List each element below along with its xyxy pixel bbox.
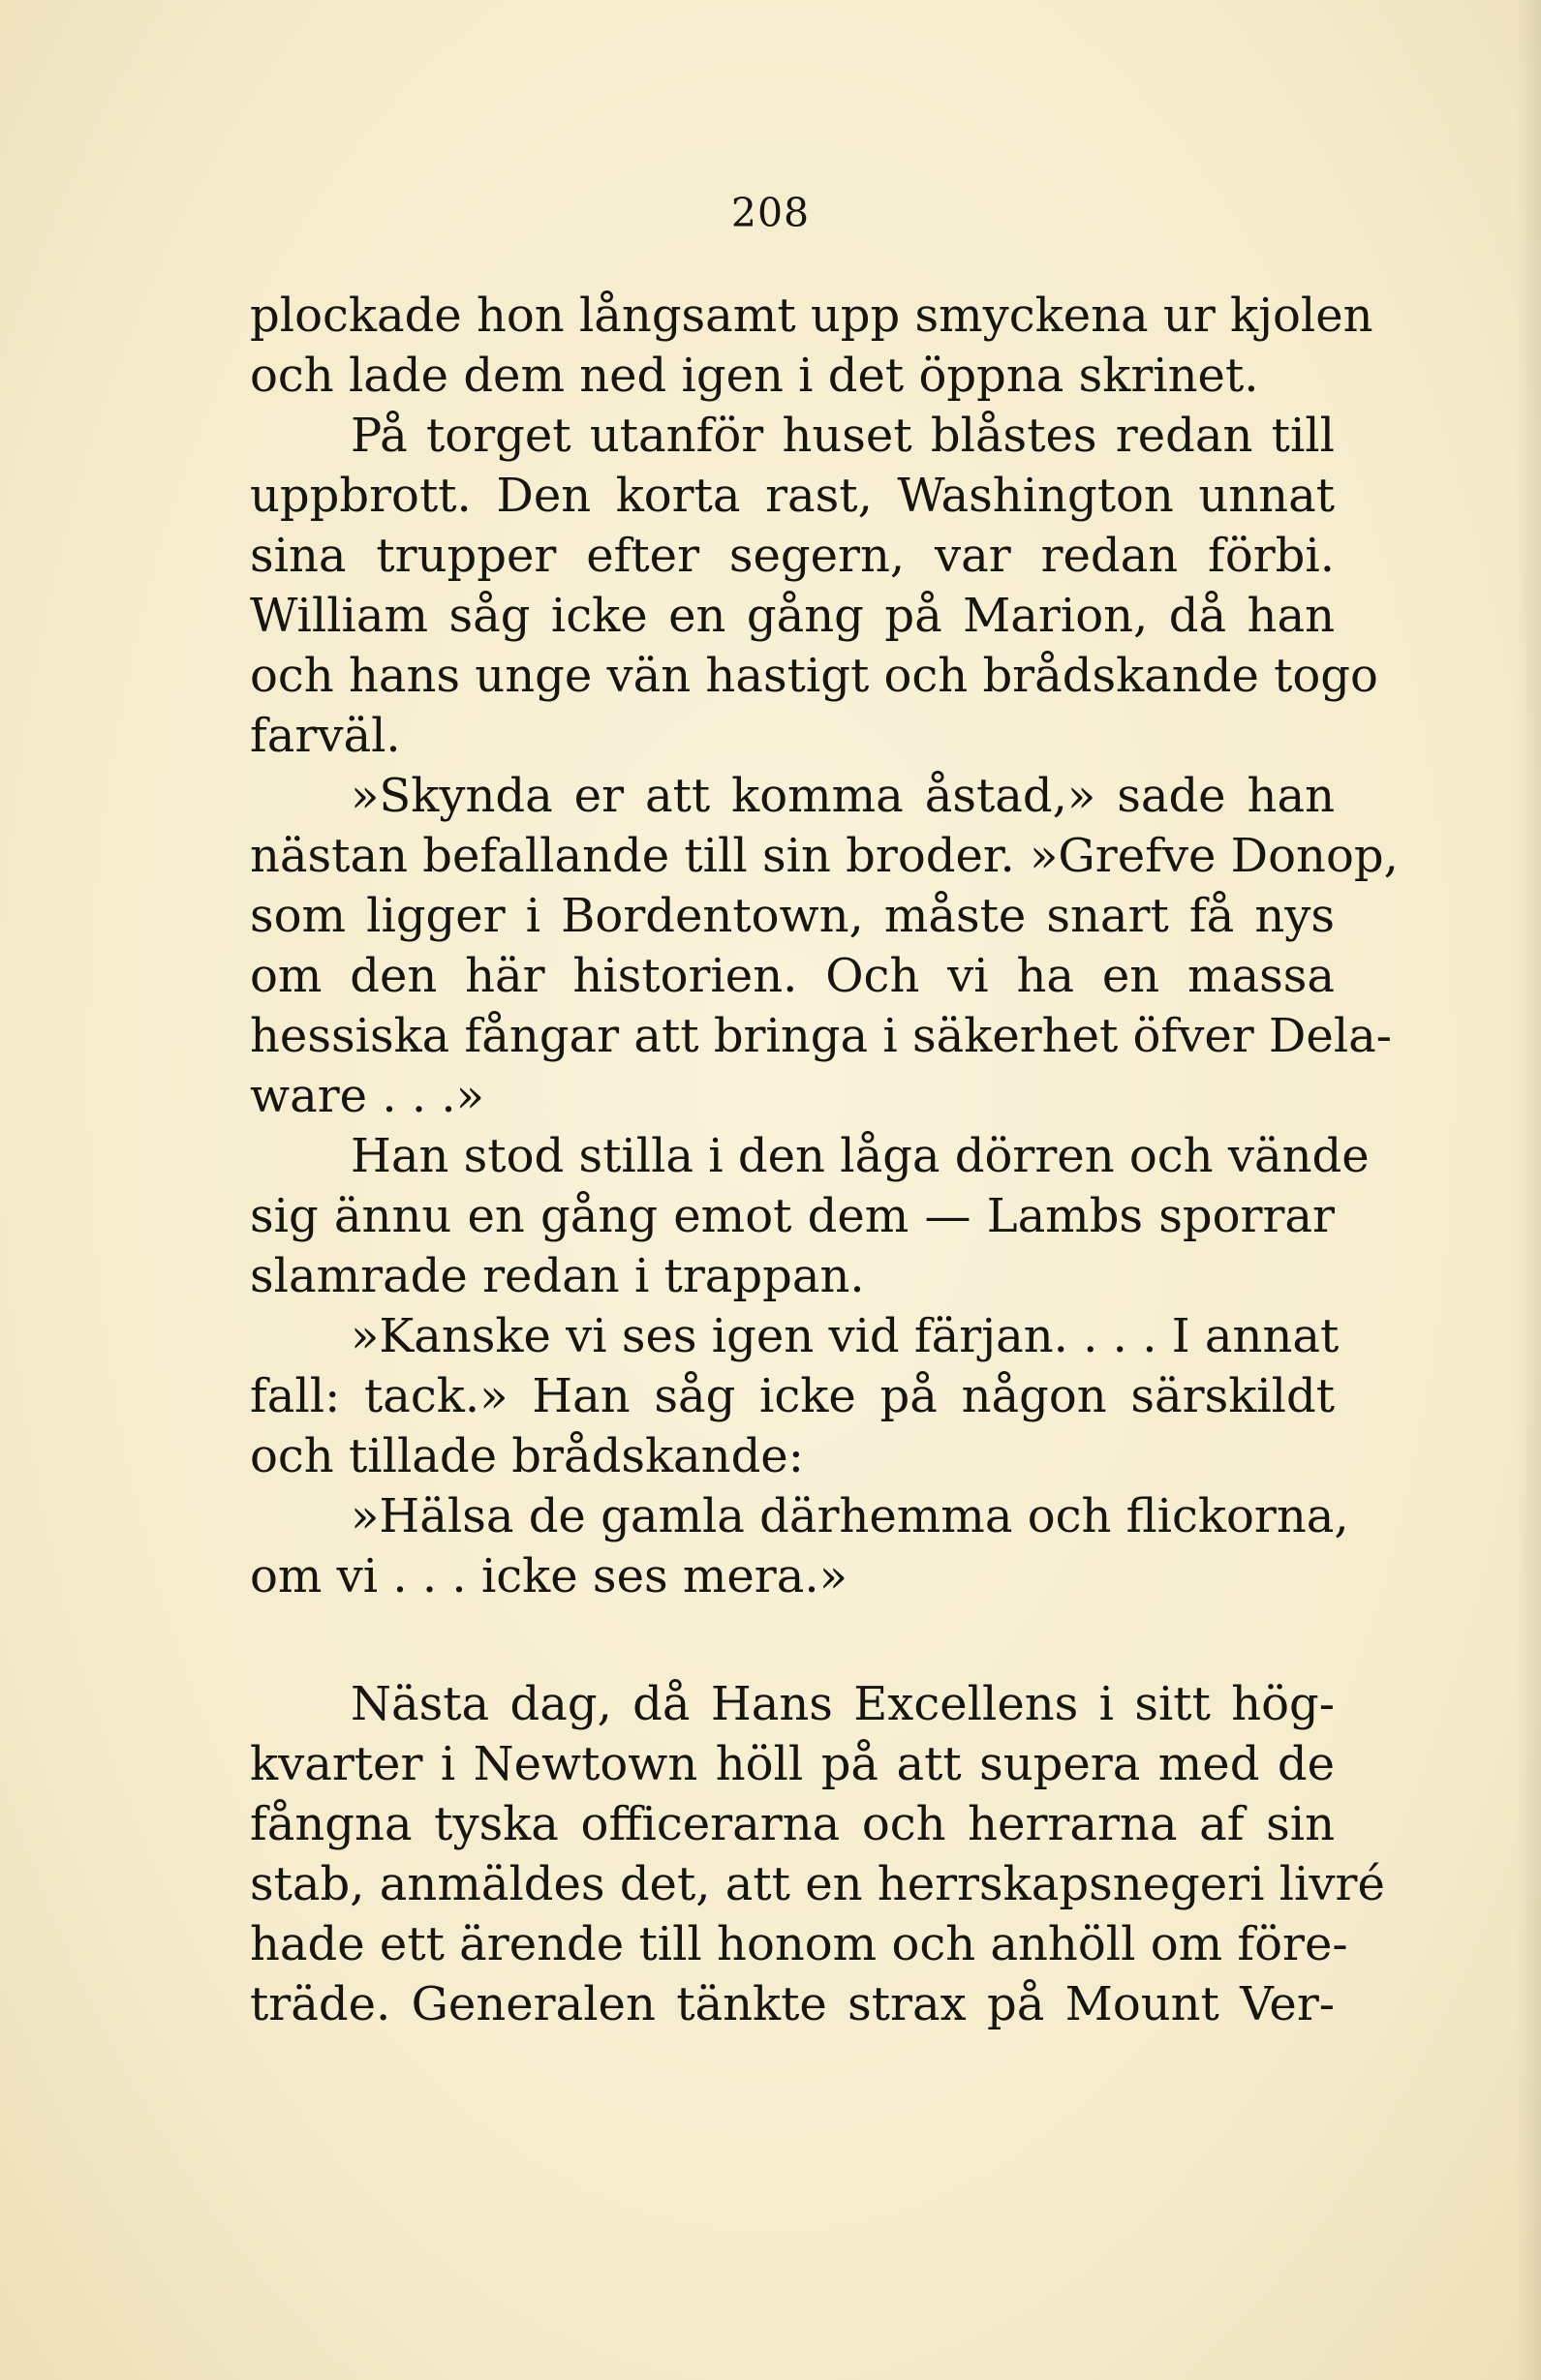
- text-line: som ligger i Bordentown, måste snart få nys: [250, 889, 1335, 943]
- page-number: 208: [730, 190, 811, 236]
- text-line: Han stod stilla i den låga dörren och vände: [351, 1129, 1370, 1183]
- text-line: träde. Generalen tänkte strax på Mount Ver-: [250, 1977, 1335, 2031]
- text-line: fall: tack.» Han såg icke på någon särskildt: [250, 1369, 1335, 1423]
- paragraph: [250, 406, 1378, 766]
- text-line: plockade hon långsamt upp smyckena ur kjolen: [250, 289, 1373, 343]
- paragraph: [250, 286, 1373, 406]
- text-line: kvarter i Newtown höll på att supera med de: [250, 1737, 1335, 1791]
- paragraph: [250, 1126, 1370, 1306]
- text-line: slamrade redan i trappan.: [250, 1249, 865, 1303]
- text-line: sina trupper efter segern, var redan förbi.: [250, 529, 1335, 583]
- paragraph: [250, 1674, 1385, 2034]
- text-line: nästan befallande till sin broder. »Grefve Donop,: [250, 829, 1399, 883]
- paragraph: [250, 1306, 1340, 1486]
- text-line: om den här historien. Och vi ha en massa: [250, 949, 1335, 1003]
- section-break: [250, 1606, 1335, 1674]
- text-line: Nästa dag, då Hans Excellens i sitt hög-: [351, 1677, 1335, 1731]
- text-line: »Kanske vi ses igen vid färjan. . . . I annat: [351, 1309, 1340, 1363]
- text-line: ware . . .»: [250, 1069, 484, 1123]
- text-line: hessiska fångar att bringa i säkerhet öfver Dela-: [250, 1009, 1392, 1063]
- paragraph: [250, 1486, 1349, 1606]
- text-line: farväl.: [250, 709, 401, 763]
- page-edge-shadow: [1516, 0, 1541, 2380]
- text-line: och tillade brådskande:: [250, 1429, 804, 1483]
- text-line: och hans unge vän hastigt och brådskande togo: [250, 649, 1378, 703]
- text-line: och lade dem ned igen i det öppna skrinet.: [250, 349, 1259, 403]
- text-line: »Skynda er att komma åstad,» sade han: [351, 769, 1335, 823]
- text-line: På torget utanför huset blåstes redan till: [351, 409, 1335, 463]
- text-line: fångna tyska officerarna och herrarna af sin: [250, 1797, 1335, 1851]
- text-line: om vi . . . icke ses mera.»: [250, 1549, 848, 1603]
- text-line: uppbrott. Den korta rast, Washington unnat: [250, 469, 1335, 523]
- text-line: stab, anmäldes det, att en herrskapsnegeri livré: [250, 1857, 1385, 1911]
- text-line: William såg icke en gång på Marion, då han: [250, 589, 1335, 643]
- text-line: »Hälsa de gamla därhemma och flickorna,: [351, 1489, 1349, 1543]
- body-text: [250, 286, 1399, 2034]
- text-line: hade ett ärende till honom och anhöll om före-: [250, 1917, 1348, 1971]
- paragraph: [250, 766, 1399, 1126]
- text-line: sig ännu en gång emot dem — Lambs sporrar: [250, 1189, 1335, 1243]
